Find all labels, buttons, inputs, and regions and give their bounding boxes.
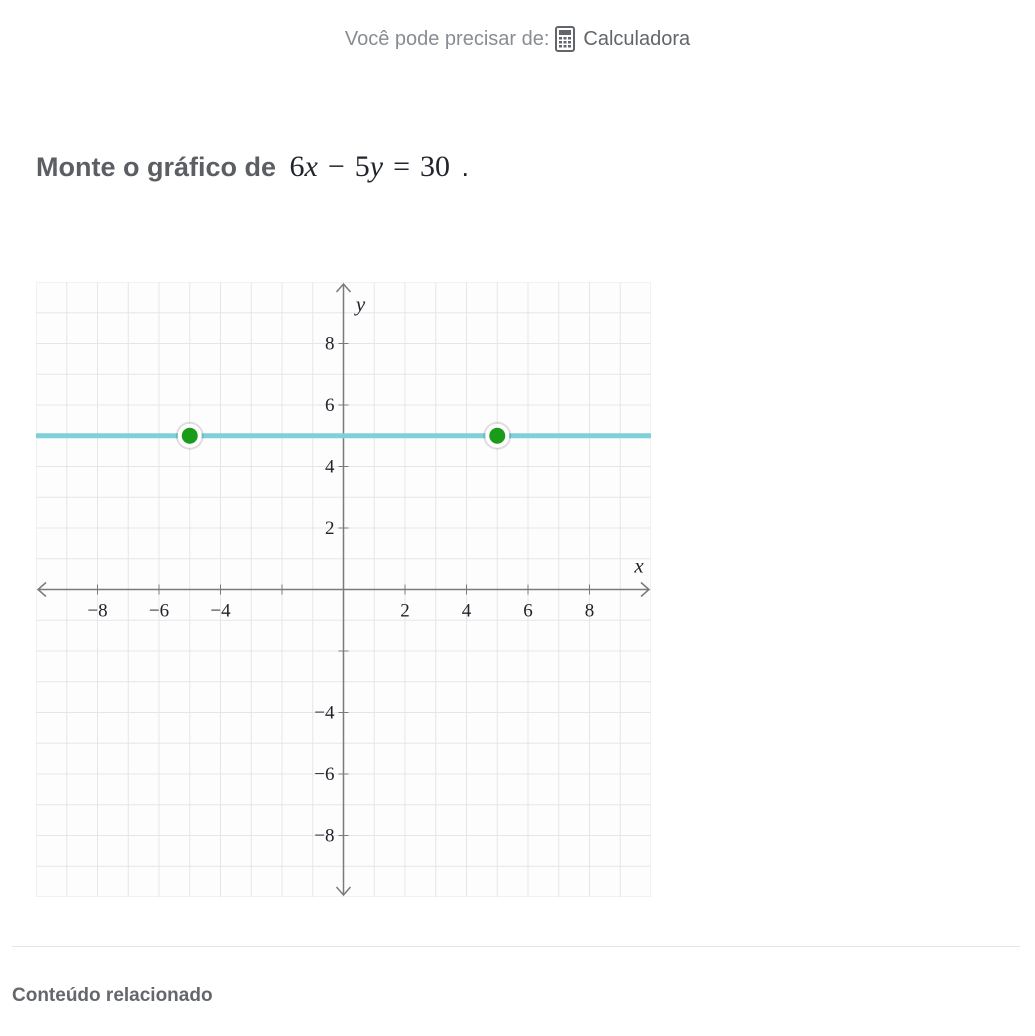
y-tick-label: 6 [325,395,335,416]
equation-var-x: x [304,150,318,183]
tools-bar [0,24,1035,54]
y-tick-label: 2 [325,518,335,539]
x-tick-label: 2 [400,600,410,622]
equation-rhs: 30 [420,150,451,183]
x-tick-label: 4 [461,600,472,622]
equation-equals: = [393,150,411,183]
question-prompt [36,150,469,184]
y-tick-label: 8 [325,333,335,355]
point-dot[interactable] [489,428,505,444]
calculator-link[interactable] [555,26,690,52]
question-text: Monte o gráfico de [36,152,277,182]
equation-coef-y: 5 [354,150,370,183]
point-dot[interactable] [182,428,198,444]
section-divider [12,946,1020,947]
graph-area[interactable] [36,282,651,897]
y-axis-label: y [355,292,366,316]
y-tick-label: −8 [314,825,335,847]
x-tick-label: −4 [210,600,231,622]
x-tick-label: −8 [87,600,108,622]
equation-minus: − [327,150,345,183]
x-axis-label: x [634,553,644,578]
related-content-heading: Conteúdo relacionado [12,985,213,1006]
y-tick-label: −6 [314,764,335,785]
x-tick-label: 6 [523,600,533,622]
x-tick-label: 8 [584,600,595,622]
y-tick-label: −4 [314,702,335,724]
draggable-point-1[interactable] [176,422,204,450]
calculator-label: Calculadora [583,27,691,50]
calculator-icon [555,26,575,52]
question-period: . [461,152,470,182]
tools-prefix: Você pode precisar de: [344,27,550,50]
equation-coef-x: 6 [289,150,305,183]
equation [290,150,458,183]
draggable-point-2[interactable] [483,422,511,450]
y-tick-label: 4 [325,456,335,478]
equation-var-y: y [369,150,384,183]
x-tick-label: −6 [148,600,170,622]
coordinate-plane[interactable] [36,282,651,897]
